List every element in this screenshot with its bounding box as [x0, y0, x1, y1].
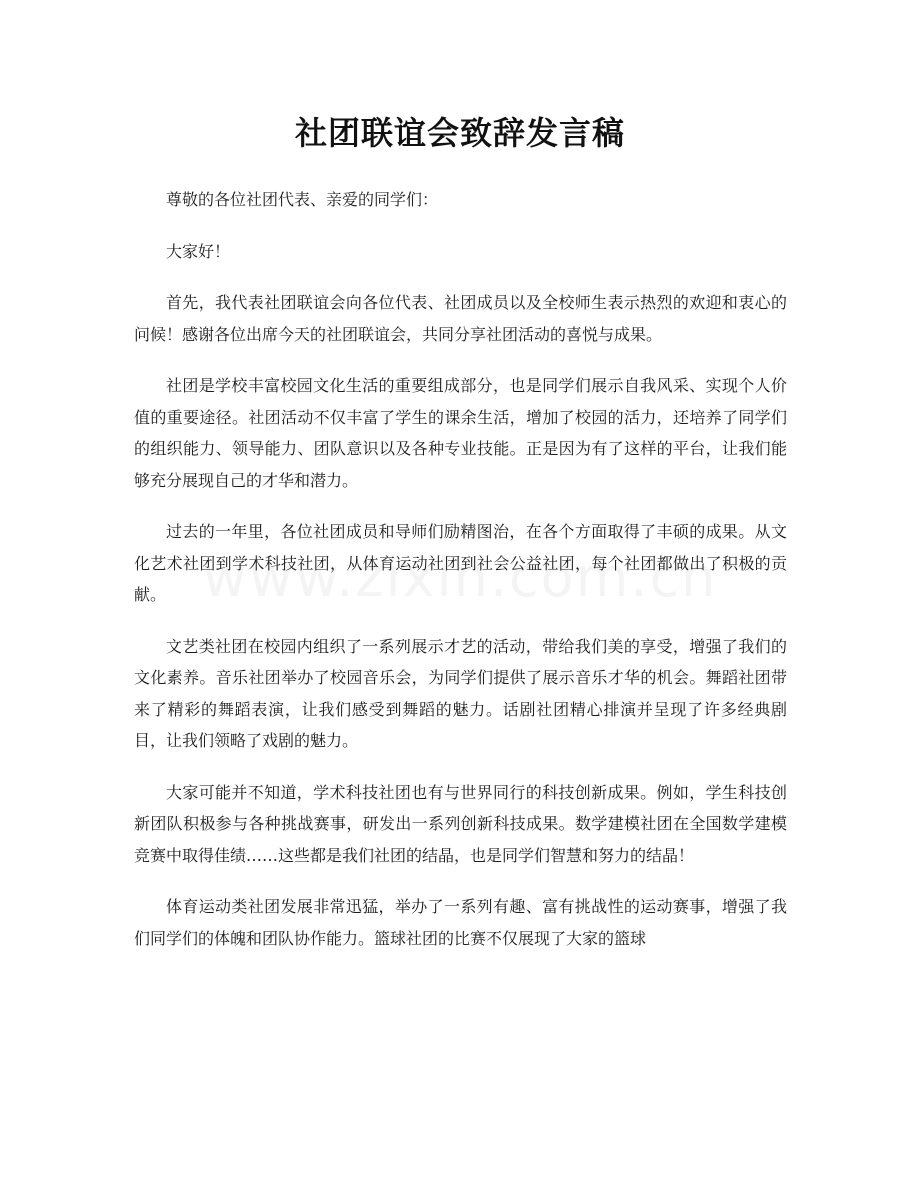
- salutation: 尊敬的各位社团代表、亲爱的同学们：: [166, 190, 439, 209]
- greeting: 大家好！: [166, 241, 231, 261]
- paragraph: 文艺类社团在校园内组织了一系列展示才艺的活动，带给我们美的享受，增强了我们的文化素养。音乐社团举办了校园音乐会，为同学们提供了展示音乐才华的机会。舞蹈社团带来了精彩的舞蹈表演，让我们感受到舞蹈的魅力。话剧社团精心排演并呈现了许多经典剧目，让我们领略了戏剧的魅力。: [134, 636, 787, 750]
- document-title: 社团联谊会致辞发言稿: [294, 114, 625, 152]
- paragraph: 大家可能并不知道，学术科技社团也有与世界同行的科技创新成果。例如，学生科技创新团队积极参与各种挑战赛事，研发出一系列创新科技成果。数学建模社团在全国数学建模竞赛中取得佳绩……这些都是我们社团的结晶，也是同学们智慧和努力的结晶！: [134, 782, 787, 865]
- paragraph: 首先，我代表社团联谊会向各位代表、社团成员以及全校师生表示热烈的欢迎和衷心的问候！感谢各位出席今天的社团联谊会，共同分享社团活动的喜悦与成果。: [134, 293, 787, 344]
- paragraph: 社团是学校丰富校园文化生活的重要组成部分，也是同学们展示自我风采、实现个人价值的重要途径。社团活动不仅丰富了学生的课余生活，增加了校园的活力，还培养了同学们的组织能力、领导能力、团队意识以及各种专业技能。正是因为有了这样的平台，让我们能够充分展现自己的才华和潜力。: [134, 376, 787, 490]
- paragraph: 体育运动类社团发展非常迅猛，举办了一系列有趣、富有挑战性的运动赛事，增强了我们同学们的体魄和团队协作能力。篮球社团的比赛不仅展现了大家的篮球: [134, 897, 787, 948]
- document-body: [134, 184, 787, 974]
- paragraph: 过去的一年里，各位社团成员和导师们励精图治，在各个方面取得了丰硕的成果。从文化艺术社团到学术科技社团，从体育运动社团到社会公益社团，每个社团都做出了积极的贡献。: [134, 522, 787, 604]
